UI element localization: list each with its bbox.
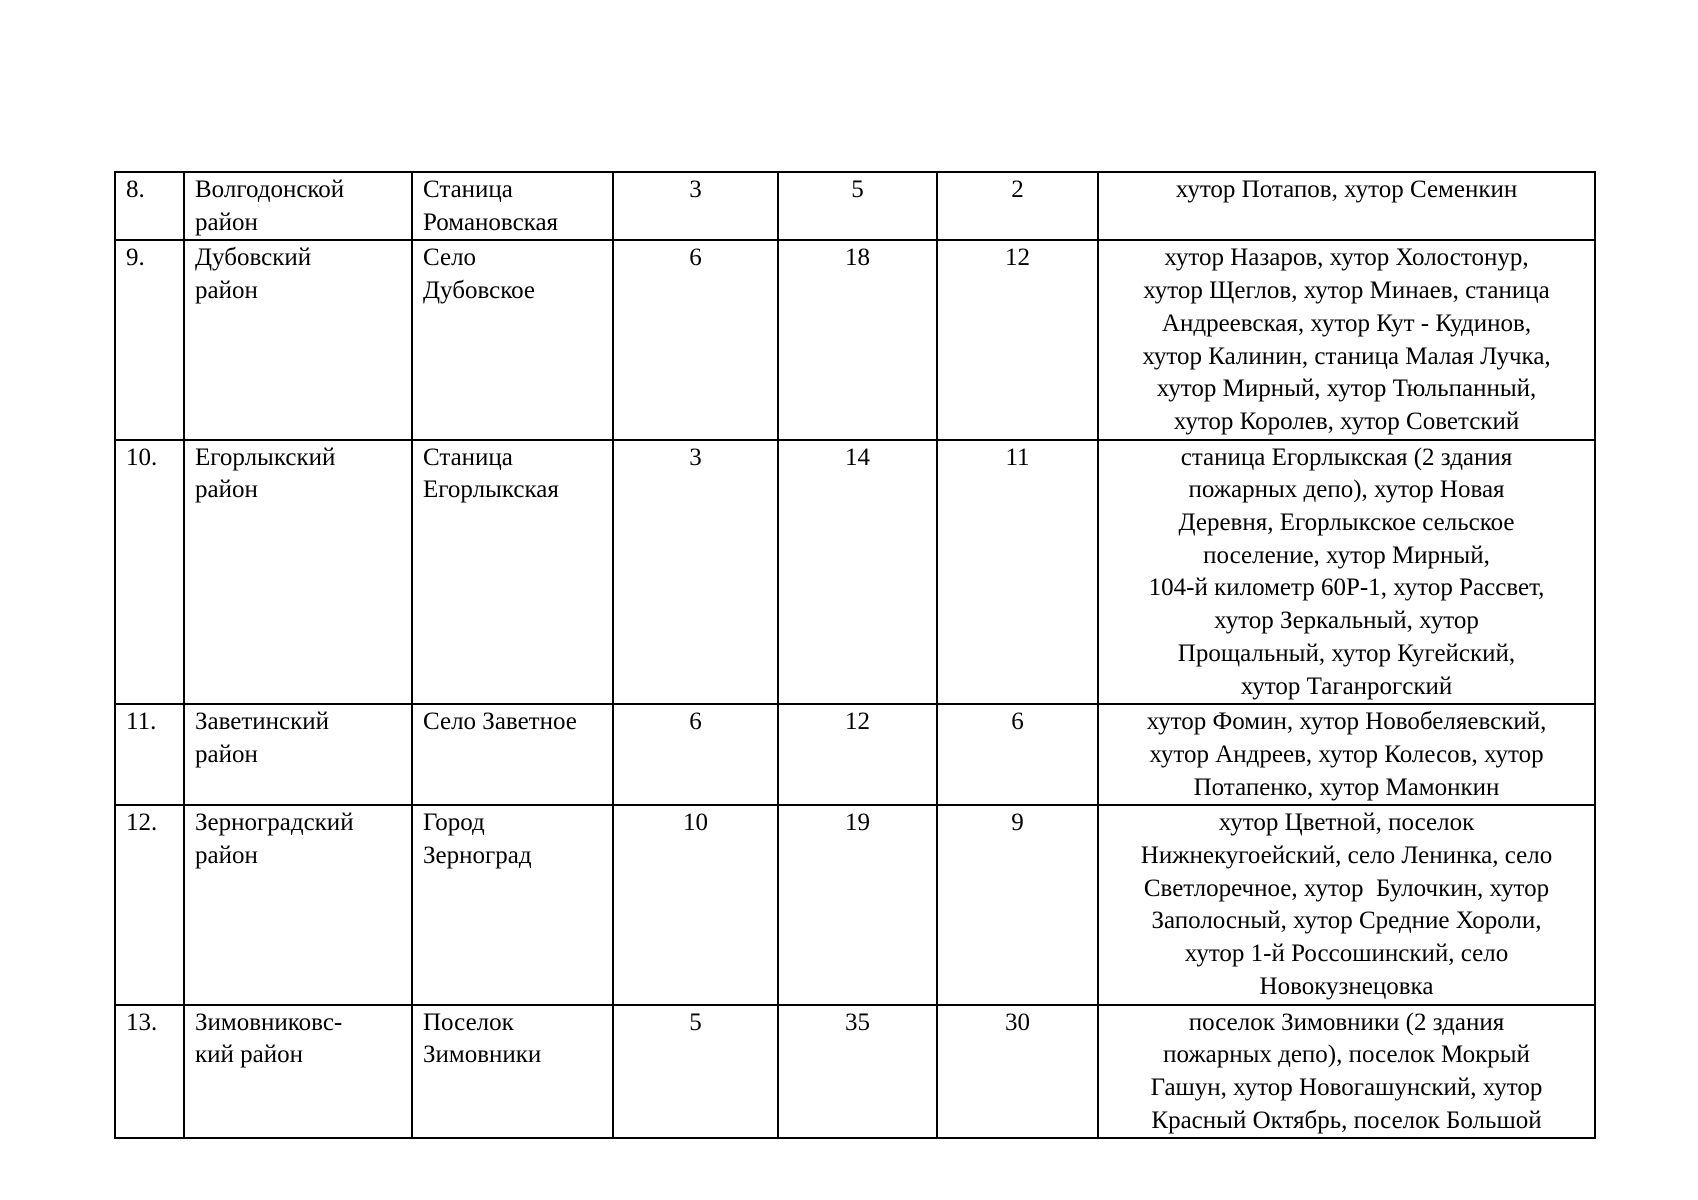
settlements-line: хутор Калинин, станица Малая Лучка,: [1142, 342, 1551, 370]
table-row: [115, 704, 1595, 805]
district-line: Дубовский: [195, 244, 312, 272]
center-line: Село Заветное: [423, 708, 577, 736]
row-number: 9.: [115, 240, 184, 439]
row-number: 11.: [115, 704, 184, 805]
center-cell: [412, 440, 613, 705]
count-a-cell: 5: [613, 1005, 778, 1139]
settlements-line: хутор Зеркальный, хутор: [1214, 607, 1479, 635]
settlements-line: хутор Таганрогский: [1240, 672, 1453, 700]
count-c-cell: 2: [937, 172, 1098, 240]
settlements-cell: [1098, 240, 1595, 439]
count-b-cell: 14: [778, 440, 937, 705]
count-b-cell: 5: [778, 172, 937, 240]
settlements-line: пожарных депо), поселок Мокрый: [1163, 1041, 1530, 1069]
center-line: Зимовники: [423, 1041, 542, 1069]
settlements-line: пожарных депо), хутор Новая: [1188, 476, 1505, 504]
district-cell: [184, 805, 412, 1004]
district-line: Зимовниковс-: [195, 1008, 343, 1036]
settlements-line: поселок Зимовники (2 здания: [1188, 1008, 1505, 1036]
count-a-cell: 10: [613, 805, 778, 1004]
district-cell: [184, 1005, 412, 1139]
row-number: 10.: [115, 440, 184, 705]
count-a-cell: 6: [613, 704, 778, 805]
row-number: 8.: [115, 172, 184, 240]
count-b-cell: 19: [778, 805, 937, 1004]
settlements-line: хутор Цветной, поселок: [1218, 809, 1475, 837]
center-cell: [412, 1005, 613, 1139]
district-line: Егорлыкский: [195, 443, 336, 471]
settlements-line: Красный Октябрь, поселок Большой: [1151, 1106, 1542, 1134]
settlements-line: хутор Королев, хутор Советский: [1173, 407, 1520, 435]
count-c-cell: 6: [937, 704, 1098, 805]
settlements-line: хутор Назаров, хутор Холостонур,: [1164, 244, 1529, 272]
district-line: Заветинский: [195, 708, 330, 736]
table-row: [115, 805, 1595, 1004]
district-line: район: [195, 740, 258, 768]
table-body: [115, 172, 1595, 1138]
settlements-cell: [1098, 704, 1595, 805]
settlements-line: поселение, хутор Мирный,: [1203, 541, 1490, 569]
settlements-line: хутор Потапов, хутор Семенкин: [1175, 176, 1518, 203]
count-c-cell: 12: [937, 240, 1098, 439]
center-line: Село: [423, 244, 477, 272]
district-cell: [184, 240, 412, 439]
district-line: Волгодонской: [195, 176, 345, 203]
count-b-cell: 18: [778, 240, 937, 439]
district-cell: [184, 704, 412, 805]
center-line: Егорлыкская: [423, 476, 559, 504]
district-line: кий район: [195, 1041, 304, 1069]
settlements-line: хутор 1-й Россошинский, село: [1184, 940, 1509, 968]
center-line: Зерноград: [423, 842, 532, 870]
center-cell: [412, 704, 613, 805]
table-row: [115, 1005, 1595, 1139]
district-line: район: [195, 277, 258, 305]
table-row: [115, 440, 1595, 705]
settlements-line: Андреевская, хутор Кут - Кудинов,: [1161, 309, 1532, 337]
center-line: Дубовское: [423, 277, 535, 305]
count-a-cell: 6: [613, 240, 778, 439]
district-cell: [184, 440, 412, 705]
settlements-line: 104-й километр 60Р-1, хутор Рассвет,: [1148, 574, 1545, 602]
count-c-cell: 30: [937, 1005, 1098, 1139]
count-a-cell: 3: [613, 172, 778, 240]
count-c-cell: 9: [937, 805, 1098, 1004]
center-line: Романовская: [423, 208, 559, 236]
center-line: Город: [423, 809, 485, 837]
settlements-line: хутор Щеглов, хутор Минаев, станица: [1143, 277, 1550, 305]
center-line: Станица: [423, 443, 513, 471]
settlements-line: хутор Андреев, хутор Колесов, хутор: [1149, 740, 1544, 768]
settlements-cell: [1098, 1005, 1595, 1139]
settlements-line: Светлоречное, хутор Булочкин, хутор: [1143, 874, 1550, 902]
count-a-cell: 3: [613, 440, 778, 705]
center-line: Поселок: [423, 1008, 514, 1036]
district-line: район: [195, 208, 258, 236]
center-cell: [412, 240, 613, 439]
settlements-line: Потапенко, хутор Мамонкин: [1193, 773, 1500, 801]
count-c-cell: 11: [937, 440, 1098, 705]
count-b-cell: 35: [778, 1005, 937, 1139]
center-line: Станица: [423, 176, 513, 203]
fire-stations-table: [114, 171, 1596, 1139]
settlements-line: Нижнекугоейский, село Ленинка, село: [1140, 842, 1553, 870]
settlements-line: Гашун, хутор Новогашунский, хутор: [1150, 1073, 1543, 1101]
table-row: [115, 172, 1595, 240]
center-cell: [412, 172, 613, 240]
settlements-line: Прощальный, хутор Кугейский,: [1177, 639, 1516, 667]
settlements-cell: [1098, 805, 1595, 1004]
settlements-line: Заполосный, хутор Средние Хороли,: [1151, 907, 1542, 935]
settlements-line: Деревня, Егорлыкское сельское: [1178, 509, 1515, 537]
settlements-line: Новокузнецовка: [1259, 972, 1434, 1000]
row-number: 12.: [115, 805, 184, 1004]
settlements-line: станица Егорлыкская (2 здания: [1180, 443, 1513, 471]
count-b-cell: 12: [778, 704, 937, 805]
center-cell: [412, 805, 613, 1004]
table-row: [115, 240, 1595, 439]
district-line: Зерноградский: [195, 809, 354, 837]
district-cell: [184, 172, 412, 240]
settlements-cell: [1098, 440, 1595, 705]
district-line: район: [195, 842, 258, 870]
settlements-cell: [1098, 172, 1595, 240]
settlements-line: хутор Фомин, хутор Новобеляевский,: [1146, 708, 1547, 736]
settlements-line: хутор Мирный, хутор Тюльпанный,: [1156, 375, 1537, 403]
row-number: 13.: [115, 1005, 184, 1139]
district-line: район: [195, 476, 258, 504]
